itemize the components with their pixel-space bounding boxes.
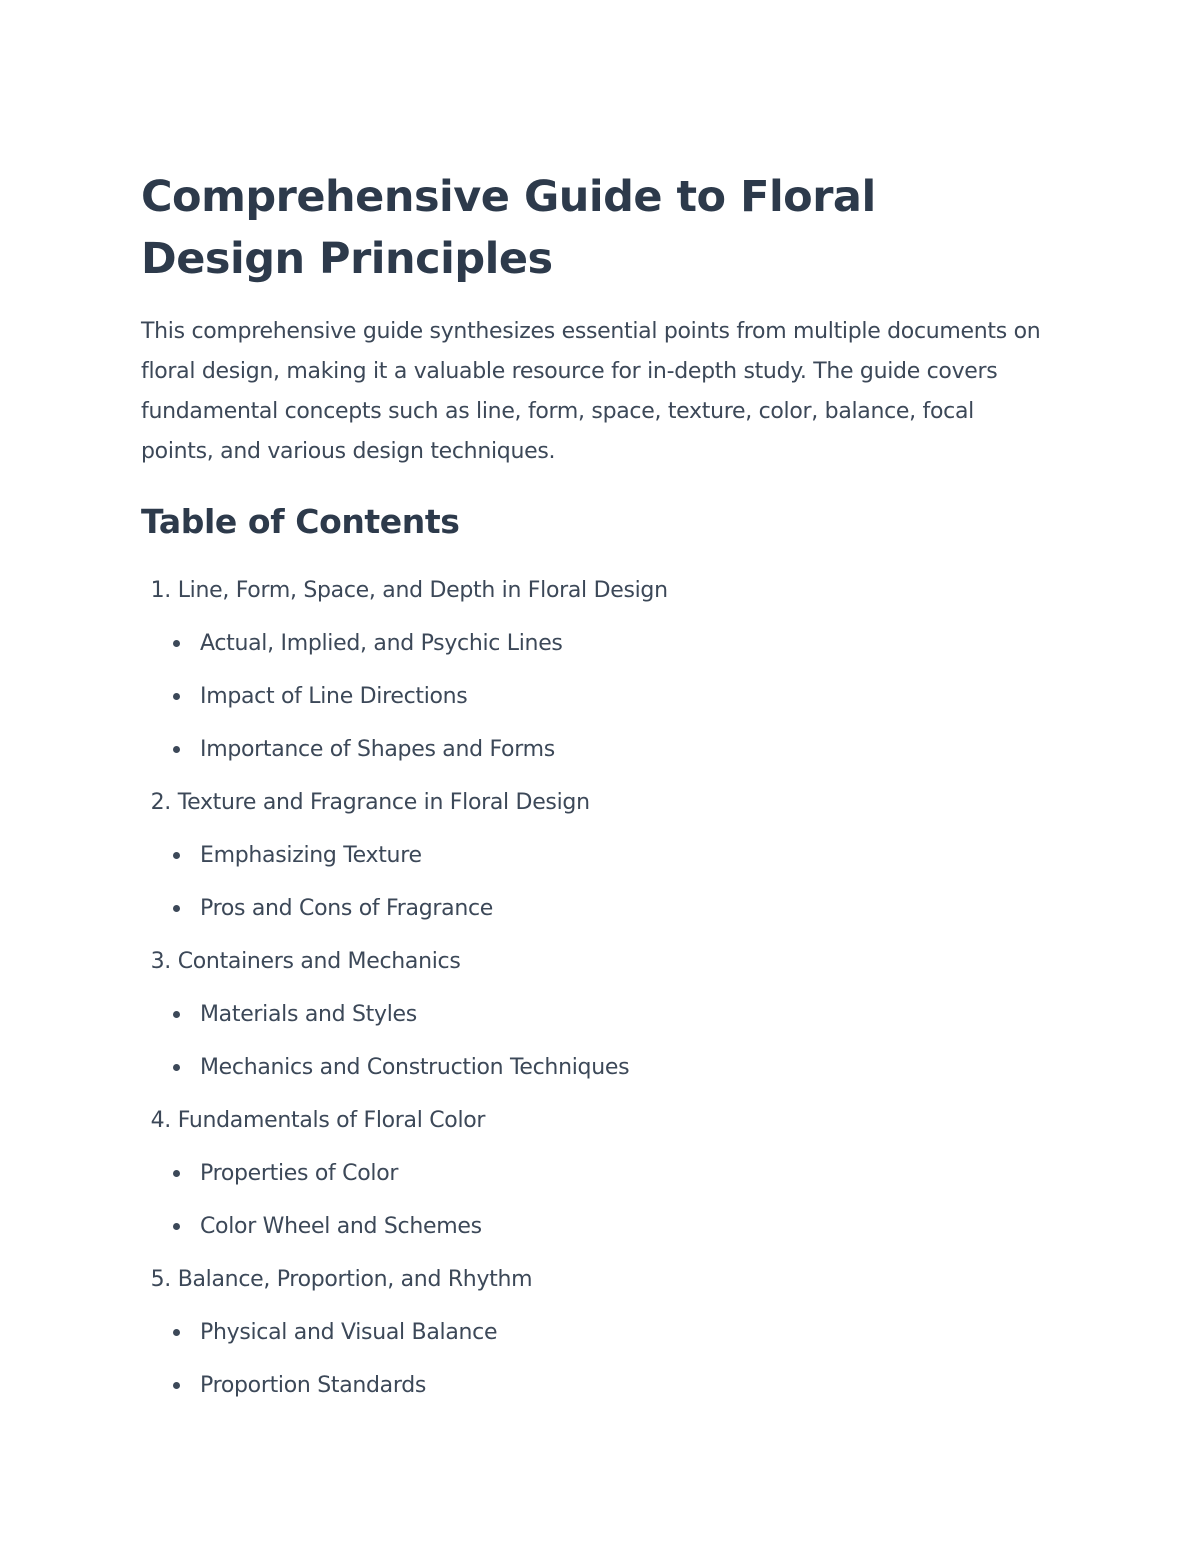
toc-subsection-item[interactable]	[141, 723, 1041, 776]
toc-section-title[interactable]	[141, 776, 1041, 829]
toc-subsection-list	[141, 829, 1041, 935]
section-number: 5.	[150, 1267, 171, 1292]
toc-subsection-item[interactable]	[141, 988, 1041, 1041]
bullet-icon	[173, 1329, 180, 1336]
bullet-icon	[173, 693, 180, 700]
toc-section-title[interactable]	[141, 935, 1041, 988]
toc-subsection-item[interactable]	[141, 882, 1041, 935]
bullet-icon	[173, 746, 180, 753]
toc-section-1	[141, 564, 1041, 776]
subsection-text: Properties of Color	[200, 1161, 399, 1186]
document-page	[141, 166, 1041, 1412]
section-number: 4.	[150, 1108, 171, 1133]
section-title-text: Containers and Mechanics	[177, 949, 461, 974]
bullet-icon	[173, 1223, 180, 1230]
page-title: Comprehensive Guide to Floral Design Principles	[141, 172, 876, 284]
subsection-text: Proportion Standards	[200, 1373, 427, 1398]
section-number: 2.	[150, 790, 171, 815]
toc-subsection-item[interactable]	[141, 617, 1041, 670]
subsection-text: Mechanics and Construction Techniques	[200, 1055, 630, 1080]
subsection-text: Emphasizing Texture	[200, 843, 422, 868]
toc-section-title[interactable]	[141, 564, 1041, 617]
subsection-text: Physical and Visual Balance	[200, 1320, 498, 1345]
toc-section-4	[141, 1094, 1041, 1253]
section-title-text: Balance, Proportion, and Rhythm	[177, 1267, 533, 1292]
bullet-icon	[173, 1064, 180, 1071]
toc-section-2	[141, 776, 1041, 935]
toc-section-title[interactable]	[141, 1094, 1041, 1147]
subsection-text: Materials and Styles	[200, 1002, 417, 1027]
subsection-text: Impact of Line Directions	[200, 684, 468, 709]
table-of-contents	[141, 564, 1041, 1412]
section-title-text: Line, Form, Space, and Depth in Floral Design	[177, 578, 668, 603]
bullet-icon	[173, 1382, 180, 1389]
toc-subsection-item[interactable]	[141, 1147, 1041, 1200]
subsection-text: Pros and Cons of Fragrance	[200, 896, 494, 921]
toc-subsection-item[interactable]	[141, 1200, 1041, 1253]
section-title-text: Fundamentals of Floral Color	[177, 1108, 486, 1133]
subsection-text: Importance of Shapes and Forms	[200, 737, 555, 762]
toc-subsection-item[interactable]	[141, 1041, 1041, 1094]
section-number: 3.	[150, 949, 171, 974]
toc-subsection-item[interactable]	[141, 829, 1041, 882]
intro-paragraph: This comprehensive guide synthesizes essential points from multiple documents on floral design, making it a valuable resource for in-depth study. The guide covers fundamental concepts such as line, form, space, texture, color, balance, focal points, and various design techniques.	[141, 319, 1041, 464]
toc-section-title[interactable]	[141, 1253, 1041, 1306]
toc-heading: Table of Contents	[141, 502, 460, 541]
toc-subsection-list	[141, 1306, 1041, 1412]
toc-subsection-list	[141, 988, 1041, 1094]
toc-section-5	[141, 1253, 1041, 1412]
section-number: 1.	[150, 578, 171, 603]
toc-subsection-item[interactable]	[141, 670, 1041, 723]
bullet-icon	[173, 852, 180, 859]
toc-subsection-list	[141, 617, 1041, 776]
section-title-text: Texture and Fragrance in Floral Design	[177, 790, 590, 815]
bullet-icon	[173, 1170, 180, 1177]
bullet-icon	[173, 905, 180, 912]
toc-subsection-list	[141, 1147, 1041, 1253]
subsection-text: Actual, Implied, and Psychic Lines	[200, 631, 563, 656]
bullet-icon	[173, 1011, 180, 1018]
bullet-icon	[173, 640, 180, 647]
toc-subsection-item[interactable]	[141, 1306, 1041, 1359]
toc-subsection-item[interactable]	[141, 1359, 1041, 1412]
toc-section-3	[141, 935, 1041, 1094]
subsection-text: Color Wheel and Schemes	[200, 1214, 482, 1239]
